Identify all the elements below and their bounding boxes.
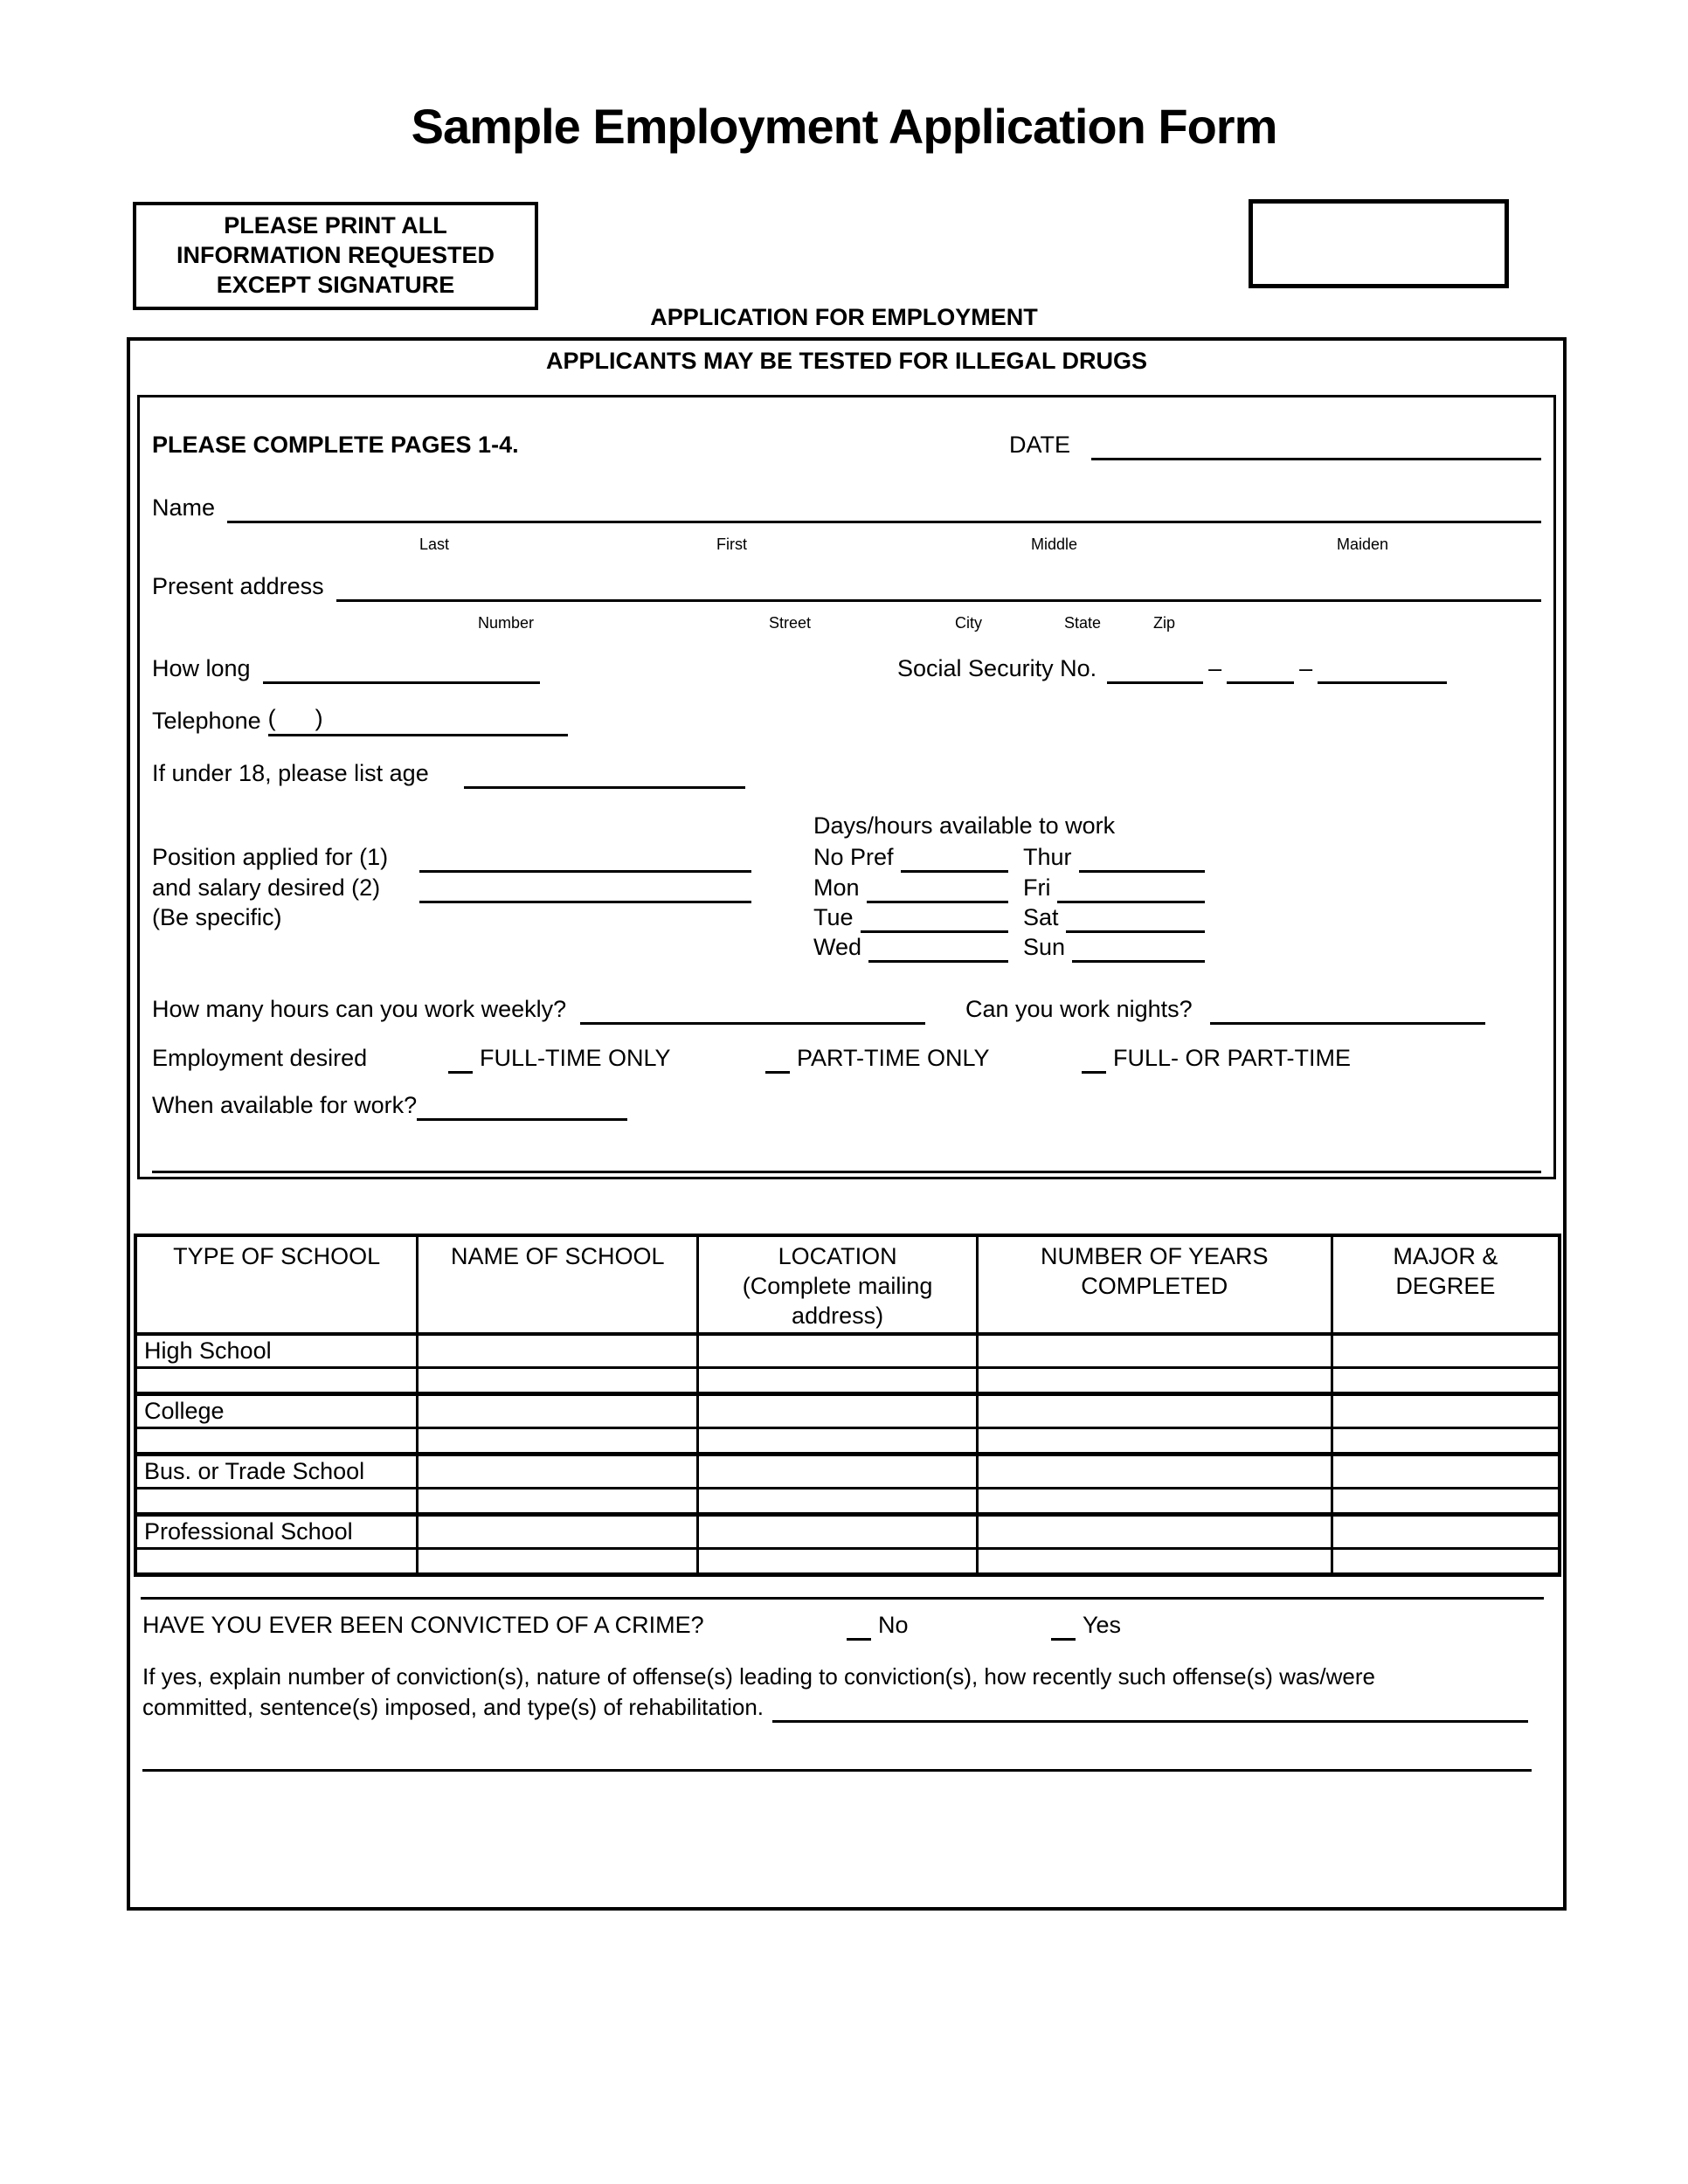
day-input-nopref[interactable] [901, 841, 1008, 873]
position-label: Position applied for (1) [152, 844, 389, 870]
address-sublabel-zip: Zip [1153, 614, 1176, 632]
header-location: LOCATION (Complete mailing address) [698, 1235, 977, 1334]
day-label-nopref: No Pref [813, 844, 894, 870]
specific-tue-row [152, 902, 1541, 933]
education-cell[interactable] [1332, 1549, 1560, 1575]
conviction-no-checkbox[interactable] [847, 1609, 871, 1641]
education-cell[interactable] [977, 1334, 1332, 1368]
hours-weekly-input-line[interactable] [580, 993, 925, 1025]
row-label-trade-school: Bus. or Trade School [135, 1455, 418, 1489]
address-sublabel-street: Street [769, 614, 812, 632]
education-header-row [135, 1235, 1560, 1334]
ssn-dash: – [1208, 655, 1222, 681]
header-years-completed: NUMBER OF YEARS COMPLETED [977, 1235, 1332, 1334]
education-cell[interactable] [418, 1455, 698, 1489]
print-notice-box [133, 202, 538, 310]
telephone-label: Telephone [152, 708, 261, 734]
header-major-degree: MAJOR & DEGREE [1332, 1235, 1560, 1334]
education-row-professional-school [135, 1515, 1560, 1549]
day-label-thur: Thur [1023, 844, 1072, 870]
education-cell[interactable] [135, 1489, 418, 1515]
conviction-explain-input-line[interactable] [772, 1697, 1528, 1723]
conviction-yes-label: Yes [1083, 1612, 1122, 1638]
address-sublabel-number: Number [478, 614, 535, 632]
hours-nights-row [152, 993, 1541, 1025]
education-cell[interactable] [135, 1368, 418, 1394]
name-label: Name [152, 494, 216, 521]
extra-blank-row [152, 1142, 1541, 1173]
education-cell[interactable] [698, 1334, 977, 1368]
conviction-yes-checkbox[interactable] [1051, 1609, 1076, 1641]
telephone-area-code-field[interactable]: ( ) [268, 702, 323, 736]
education-cell[interactable] [698, 1489, 977, 1515]
hours-weekly-label: How many hours can you work weekly? [152, 996, 567, 1022]
education-cell[interactable] [1332, 1489, 1560, 1515]
print-notice-line: PLEASE PRINT ALL [224, 212, 447, 239]
date-input-line[interactable] [1091, 429, 1541, 460]
fulltime-option-label: FULL-TIME ONLY [480, 1045, 671, 1071]
address-row [152, 570, 1541, 602]
salary-label: and salary desired (2) [152, 874, 381, 901]
name-sublabel-middle: Middle [1031, 536, 1078, 553]
education-row-high-school [135, 1334, 1560, 1368]
education-row-trade-school [135, 1455, 1560, 1489]
education-cell[interactable] [977, 1515, 1332, 1549]
education-row-college [135, 1394, 1560, 1428]
employment-desired-label: Employment desired [152, 1045, 368, 1071]
salary-input-line[interactable] [419, 872, 751, 903]
parttime-option-label: PART-TIME ONLY [797, 1045, 990, 1071]
education-cell[interactable] [977, 1489, 1332, 1515]
education-cell[interactable] [1332, 1515, 1560, 1549]
education-cell[interactable] [698, 1394, 977, 1428]
name-sublabels-row [152, 536, 1541, 556]
complete-pages-label: PLEASE COMPLETE PAGES 1-4. [152, 432, 519, 458]
drug-test-notice: APPLICANTS MAY BE TESTED FOR ILLEGAL DRUGS [545, 348, 1148, 374]
day-label-tue: Tue [813, 904, 854, 930]
position-input-line[interactable] [419, 841, 751, 873]
row-label-professional-school: Professional School [135, 1515, 418, 1549]
address-input-line[interactable] [336, 570, 1541, 602]
day-label-sun: Sun [1023, 934, 1066, 960]
telephone-input-line[interactable] [323, 705, 568, 736]
name-sublabel-first: First [716, 536, 747, 553]
day-label-wed: Wed [813, 934, 862, 960]
education-row-empty [135, 1549, 1560, 1575]
education-cell[interactable] [977, 1428, 1332, 1455]
education-row-empty [135, 1428, 1560, 1455]
conviction-extra-input-line[interactable] [142, 1740, 1532, 1772]
address-sublabels-row [152, 614, 1541, 635]
day-label-fri: Fri [1023, 874, 1051, 901]
address-sublabel-city: City [955, 614, 982, 632]
conviction-explain-line1: If yes, explain number of conviction(s), nature of offense(s) leading to conviction(s), how recently such offense(s) was/were [142, 1663, 1375, 1690]
be-specific-label: (Be specific) [152, 904, 282, 930]
how-long-label: How long [152, 655, 251, 681]
education-cell[interactable] [418, 1515, 698, 1549]
name-sublabel-maiden: Maiden [1337, 536, 1389, 553]
education-cell[interactable] [977, 1455, 1332, 1489]
conviction-question-row [142, 1609, 1551, 1641]
education-cell[interactable] [135, 1428, 418, 1455]
howlong-ssn-row [152, 653, 1541, 684]
age-row [152, 757, 1541, 789]
page-title: Sample Employment Application Form [411, 99, 1277, 154]
personal-info-box [137, 395, 1556, 1179]
print-notice-line: INFORMATION REQUESTED [176, 242, 495, 269]
header-name-of-school: NAME OF SCHOOL [418, 1235, 698, 1334]
address-sublabel-state: State [1064, 614, 1102, 632]
age-label: If under 18, please list age [152, 760, 429, 786]
conviction-question: HAVE YOU EVER BEEN CONVICTED OF A CRIME? [142, 1612, 704, 1638]
salary-mon-row [152, 872, 1541, 903]
education-cell[interactable] [418, 1394, 698, 1428]
days-header-row [152, 810, 1541, 841]
education-cell[interactable] [418, 1368, 698, 1394]
conviction-explain-paragraph [142, 1662, 1528, 1723]
fulltime-checkbox[interactable] [448, 1042, 473, 1074]
complete-date-row [152, 429, 1541, 460]
education-cell[interactable] [418, 1428, 698, 1455]
form-outer-box [127, 337, 1567, 1911]
employment-desired-row [152, 1042, 1541, 1074]
application-heading: APPLICATION FOR EMPLOYMENT [650, 304, 1038, 330]
education-cell[interactable] [698, 1428, 977, 1455]
age-input-line[interactable] [464, 757, 745, 789]
education-cell[interactable] [1332, 1394, 1560, 1428]
conviction-explain-line2: committed, sentence(s) imposed, and type(s) of rehabilitation. [142, 1694, 764, 1720]
full-or-parttime-checkbox[interactable] [1082, 1042, 1106, 1074]
ssn-input-line-2[interactable] [1227, 653, 1294, 684]
full-or-parttime-option-label: FULL- OR PART-TIME [1113, 1045, 1352, 1071]
date-label: DATE [1009, 432, 1071, 458]
education-cell[interactable] [698, 1455, 977, 1489]
day-label-sat: Sat [1023, 904, 1059, 930]
day-input-fri[interactable] [1057, 872, 1205, 903]
when-available-input-line[interactable] [417, 1089, 627, 1121]
section-divider [141, 1597, 1544, 1600]
how-long-input-line[interactable] [263, 653, 540, 684]
education-cell[interactable] [418, 1334, 698, 1368]
education-cell[interactable] [1332, 1455, 1560, 1489]
education-cell[interactable] [418, 1489, 698, 1515]
day-input-wed[interactable] [868, 931, 1008, 963]
print-notice-line: EXCEPT SIGNATURE [216, 271, 455, 298]
ssn-input-line-3[interactable] [1318, 653, 1447, 684]
name-row [152, 492, 1541, 523]
telephone-row [152, 705, 1541, 736]
education-cell[interactable] [1332, 1368, 1560, 1394]
education-row-empty [135, 1489, 1560, 1515]
education-cell[interactable] [1332, 1428, 1560, 1455]
day-label-mon: Mon [813, 874, 860, 901]
day-input-sun[interactable] [1072, 931, 1205, 963]
personal-extra-input-line[interactable] [152, 1142, 1541, 1173]
day-input-sat[interactable] [1066, 902, 1205, 933]
parttime-checkbox[interactable] [765, 1042, 790, 1074]
education-row-empty [135, 1368, 1560, 1394]
row-label-high-school: High School [135, 1334, 418, 1368]
education-cell[interactable] [698, 1515, 977, 1549]
conviction-no-label: No [878, 1612, 909, 1638]
education-cell[interactable] [1332, 1334, 1560, 1368]
ssn-label: Social Security No. [897, 655, 1097, 681]
education-cell[interactable] [135, 1549, 418, 1575]
ssn-input-line-1[interactable] [1107, 653, 1203, 684]
address-label: Present address [152, 573, 324, 599]
education-cell[interactable] [698, 1368, 977, 1394]
education-cell[interactable] [418, 1549, 698, 1575]
when-available-label: When available for work? [152, 1092, 418, 1118]
day-input-thur[interactable] [1079, 841, 1205, 873]
education-cell[interactable] [977, 1549, 1332, 1575]
position-nopref-row [152, 841, 1541, 873]
row-label-college: College [135, 1394, 418, 1428]
education-cell[interactable] [698, 1549, 977, 1575]
education-cell[interactable] [977, 1368, 1332, 1394]
education-table [134, 1234, 1561, 1577]
ssn-dash: – [1299, 655, 1313, 681]
name-sublabel-last: Last [419, 536, 450, 553]
nights-input-line[interactable] [1210, 993, 1485, 1025]
wed-sun-row [152, 931, 1541, 963]
days-hours-header: Days/hours available to work [813, 812, 1116, 839]
header-type-of-school: TYPE OF SCHOOL [135, 1235, 418, 1334]
name-input-line[interactable] [227, 492, 1541, 523]
when-available-row [152, 1089, 1541, 1121]
day-input-mon[interactable] [867, 872, 1008, 903]
education-cell[interactable] [977, 1394, 1332, 1428]
nights-label: Can you work nights? [965, 996, 1193, 1022]
blank-office-box [1249, 199, 1509, 288]
day-input-tue[interactable] [861, 902, 1008, 933]
